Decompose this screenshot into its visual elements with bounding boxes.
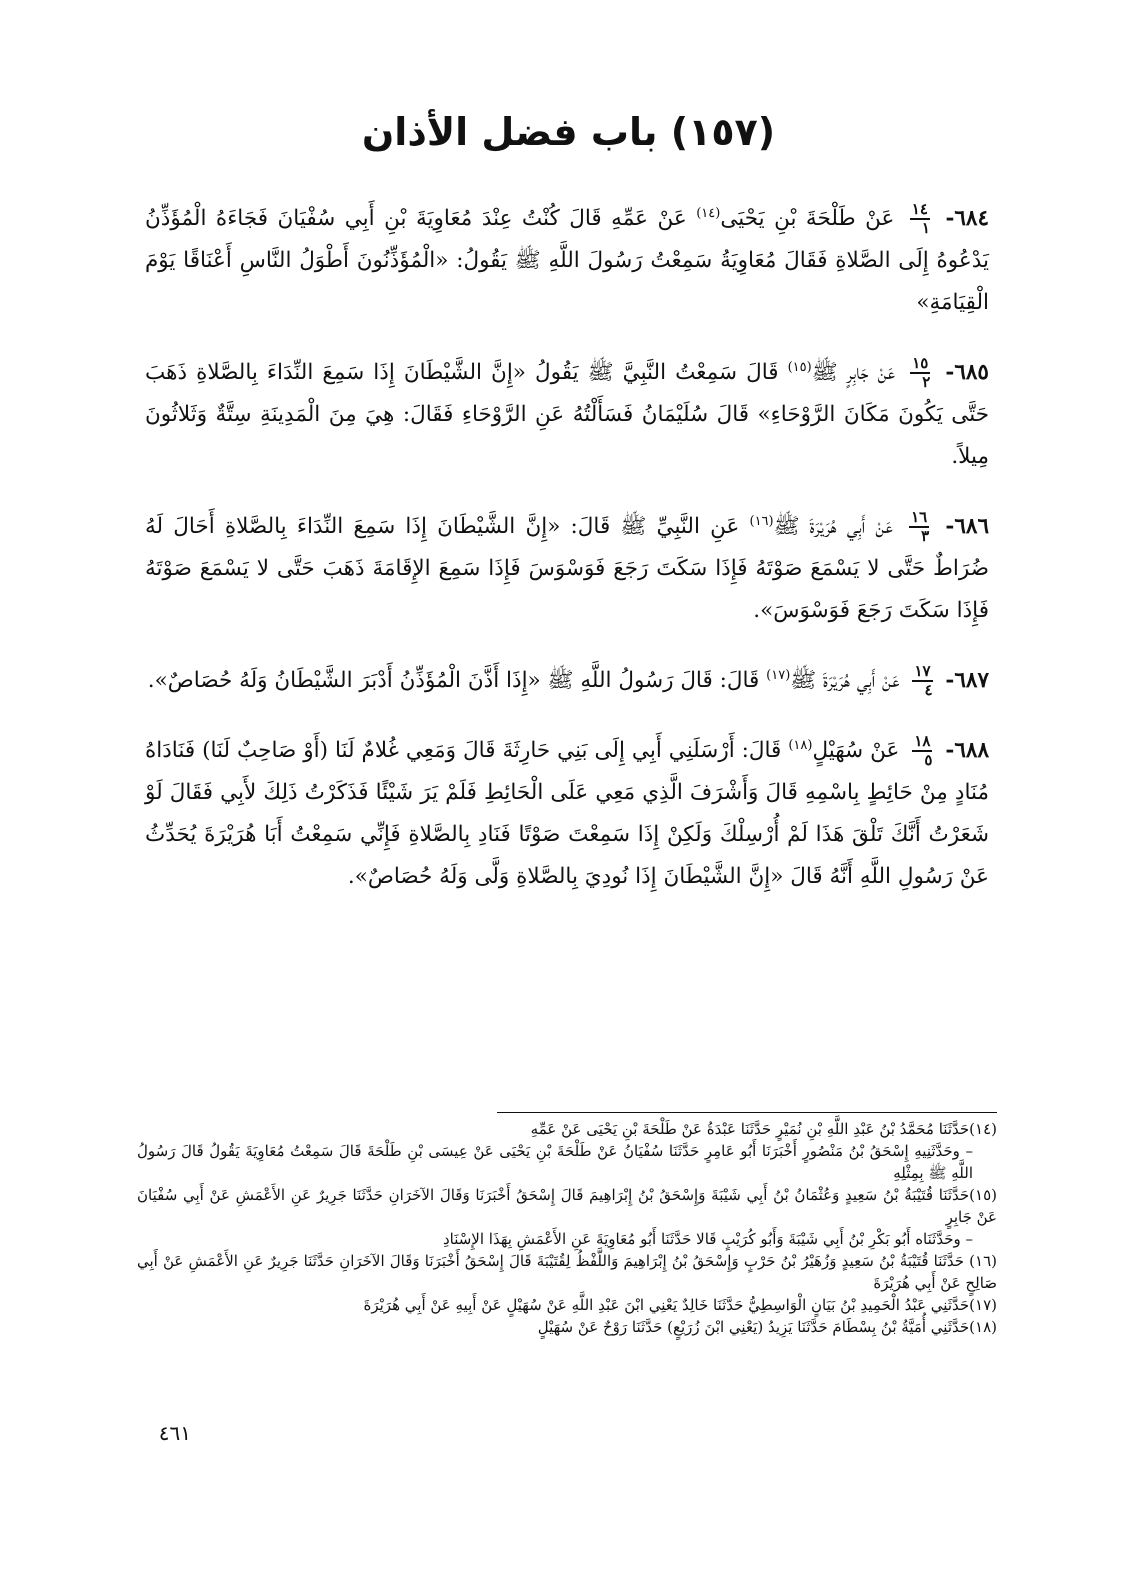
footnote-divider	[497, 1112, 997, 1113]
footnote-marker: (١٧)	[766, 667, 791, 683]
chapter-title: (١٥٧) باب فضل الأذان	[361, 110, 776, 154]
hadith-text-opening: عَنْ طَلْحَةَ بْنِ يَحْيَى	[720, 206, 895, 231]
footnote-16: (١٦) حَدَّثَنَا قُتَيْبَةُ بْنُ سَعِيدٍ وَزُهَيْرُ بْنُ حَرْبٍ وَإِسْحَقُ بْنُ إِبْرَاهِيمَ وَاللَّفْظُ لِقُتَيْبَةَ قَالَ إِسْحَقُ أَخْبَرَنَا وَقَالَ الآخَرَانِ حَدَّثَنَا جَرِيرٌ عَنِ الأَعْمَشِ عَنْ أَبِي صَالِحٍ عَنْ أَبِي هُرَيْرَةَ	[137, 1252, 997, 1292]
footnote-17: (١٧)حَدَّثَنِي عَبْدُ الْحَمِيدِ بْنُ بَيَانٍ الْوَاسِطِيُّ حَدَّثَنَا خَالِدٌ يَعْنِي ابْنَ عَبْدِ اللَّهِ عَنْ سُهَيْلٍ عَنْ أَبِيهِ عَنْ أَبِي هُرَيْرَةَ	[363, 1296, 997, 1314]
hadith-text-body: عَنِ النَّبِيِّ ﷺ قَالَ: «إِنَّ الشَّيْطَانَ إِذَا سَمِعَ النِّدَاءَ بِالصَّلاةِ أَحَالَ لَهُ ضُرَاطٌ حَتَّى لا يَسْمَعَ صَوْتَهُ فَإِذَا سَكَتَ رَجَعَ فَوَسْوَسَ فَإِذَا سَمِعَ الإِقَامَةَ ذَهَبَ حَتَّى لا يَسْمَعَ صَوْتَهُ فَإِذَا سَكَتَ رَجَعَ فَوَسْوَسَ».	[145, 514, 989, 623]
hadith-text-opening: عَنْ أَبِي هُرَيْرَةَ ﷺ	[790, 668, 900, 693]
fraction-top: ١٦	[911, 508, 928, 526]
footnote-14: (١٤)حَدَّثَنَا مُحَمَّدُ بْنُ عَبْدِ اللَّهِ بْنِ نُمَيْرٍ حَدَّثَنَا عَبْدَةُ عَنْ طَلْحَةَ بْنِ يَحْيَى عَنْ عَمِّهِ	[530, 1120, 997, 1138]
hadith-number: ٦٨٤-	[945, 206, 990, 231]
hadith-text-opening: عَنْ أَبِي هُرَيْرَةَ ﷺ	[773, 514, 893, 539]
fraction-bottom: ١	[921, 219, 930, 237]
hadith-number: ٦٨٦-	[945, 514, 989, 539]
hadith-number: ٦٨٥-	[945, 360, 989, 385]
hadith-text-opening: عَنْ جَابِرٍ ﷺ	[811, 360, 896, 385]
footnotes	[137, 1118, 997, 1338]
fraction-bottom: ٢	[922, 373, 931, 391]
hadith-685	[145, 352, 989, 478]
hadith-688	[145, 730, 989, 898]
fraction-bottom: ٣	[921, 527, 930, 545]
hadith-number: ٦٨٨-	[945, 738, 990, 763]
hadith-684	[145, 198, 989, 324]
hadith-text-body: قَالَ: أَرْسَلَنِي أَبِي إِلَى بَنِي حَارِثَةَ قَالَ وَمَعِي غُلامٌ لَنَا (أَوْ صَاحِبٌ لَنَا) فَنَادَاهُ مُنَادٍ مِنْ حَائِطٍ بِاسْمِهِ قَالَ وَأَشْرَفَ الَّذِي مَعِي عَلَى الْحَائِطِ فَلَمْ يَرَ شَيْئًا فَذَكَرْتُ ذَلِكَ لأَبِي فَقَالَ لَوْ شَعَرْتُ أَنَّكَ تَلْقَ هَذَا لَمْ أُرْسِلْكَ وَلَكِنْ إِذَا سَمِعْتَ صَوْتًا فَنَادِ بِالصَّلاةِ فَإِنِّي سَمِعْتُ أَبَا هُرَيْرَةَ يُحَدِّثُ عَنْ رَسُولِ اللَّهِ أَنَّهُ قَالَ «إِنَّ الشَّيْطَانَ إِذَا نُودِيَ بِالصَّلاةِ وَلَّى وَلَهُ حُصَاصٌ».	[145, 738, 989, 889]
footnote-marker: (١٨)	[788, 737, 813, 753]
hadith-fraction	[912, 734, 932, 768]
fraction-bottom: ٥	[924, 751, 933, 769]
fraction-top: ١٥	[912, 354, 929, 372]
hadith-687	[145, 660, 989, 702]
fraction-top: ١٤	[911, 200, 928, 218]
hadith-text-opening: عَنْ سُهَيْلٍ	[812, 738, 900, 763]
footnote-marker: (١٦)	[749, 513, 774, 529]
hadith-text-body: قَالَ: قَالَ رَسُولُ اللَّهِ ﷺ «إِذَا أَذَّنَ الْمُؤَذِّنُ أَدْبَرَ الشَّيْطَانُ وَلَهُ حُصَاصٌ».	[147, 668, 760, 693]
hadith-text-body: عَنْ عَمِّهِ قَالَ كُنْتُ عِنْدَ مُعَاوِيَةَ بْنِ أَبِي سُفْيَانَ فَجَاءَهُ الْمُؤَذِّنُ يَدْعُوهُ إِلَى الصَّلاةِ فَقَالَ مُعَاوِيَةُ سَمِعْتُ رَسُولَ اللَّهِ ﷺ يَقُولُ: «الْمُؤَذِّنُونَ أَطْوَلُ النَّاسِ أَعْنَاقًا يَوْمَ الْقِيَامَةِ»	[145, 206, 989, 315]
fraction-top: ١٨	[914, 732, 931, 750]
fraction-bottom: ٤	[924, 681, 933, 699]
footnote-15: (١٥)حَدَّثَنَا قُتَيْبَةُ بْنُ سَعِيدٍ وَعُثْمَانُ بْنُ أَبِي شَيْبَةَ وَإِسْحَقُ بْنُ إِبْرَاهِيمَ قَالَ إِسْحَقُ أَخْبَرَنَا وَقَالَ الآخَرَانِ حَدَّثَنَا جَرِيرٌ عَنِ الأَعْمَشِ عَنْ أَبِي سُفْيَانَ عَنْ جَابِرٍ	[137, 1186, 997, 1226]
footnote-15-variant: – وحَدَّثَنَاه أَبُو بَكْرِ بْنُ أَبِي شَيْبَةَ وَأَبُو كُرَيْبٍ قَالا حَدَّثَنَا أَبُو مُعَاوِيَةَ عَنِ الأَعْمَشِ بِهَذَا الإِسْنَادِ	[442, 1230, 973, 1248]
page-number: ٤٦١	[158, 1421, 191, 1445]
footnote-14-variant: – وحَدَّثَنِيهِ إِسْحَقُ بْنُ مَنْصُورٍ أَخْبَرَنَا أَبُو عَامِرٍ حَدَّثَنَا سُفْيَانُ عَنْ طَلْحَةَ بْنِ يَحْيَى عَنْ عِيسَى بْنِ طَلْحَةَ قَالَ سَمِعْتُ مُعَاوِيَةَ يَقُولُ قَالَ رَسُولُ اللَّهِ ﷺ بِمِثْلِهِ	[137, 1142, 973, 1182]
hadith-fraction	[912, 664, 932, 698]
hadith-fraction	[910, 202, 930, 236]
footnote-marker: (١٤)	[696, 205, 721, 221]
footnote-18: (١٨)حَدَّثَنِي أُمَيَّةُ بْنُ بِسْطَامَ حَدَّثَنَا يَزِيدُ (يَعْنِي ابْنَ زُرَيْعٍ) حَدَّثَنَا رَوْحٌ عَنْ سُهَيْلٍ	[537, 1318, 997, 1336]
hadith-number: ٦٨٧-	[945, 668, 989, 693]
hadith-text-body: قَالَ سَمِعْتُ النَّبِيَّ ﷺ يَقُولُ «إِنَّ الشَّيْطَانَ إِذَا سَمِعَ النِّدَاءَ بِالصَّلاةِ ذَهَبَ حَتَّى يَكُونَ مَكَانَ الرَّوْحَاءِ» قَالَ سُلَيْمَانُ فَسَأَلْتُهُ عَنِ الرَّوْحَاءِ فَقَالَ: هِيَ مِنَ الْمَدِينَةِ سِتَّةٌ وَثَلاثُونَ مِيلاً.	[145, 360, 989, 469]
fraction-top: ١٧	[914, 662, 931, 680]
hadith-list	[145, 198, 989, 926]
hadith-686	[145, 506, 989, 632]
footnote-marker: (١٥)	[787, 359, 812, 375]
hadith-fraction	[910, 356, 930, 390]
hadith-fraction	[909, 510, 929, 544]
